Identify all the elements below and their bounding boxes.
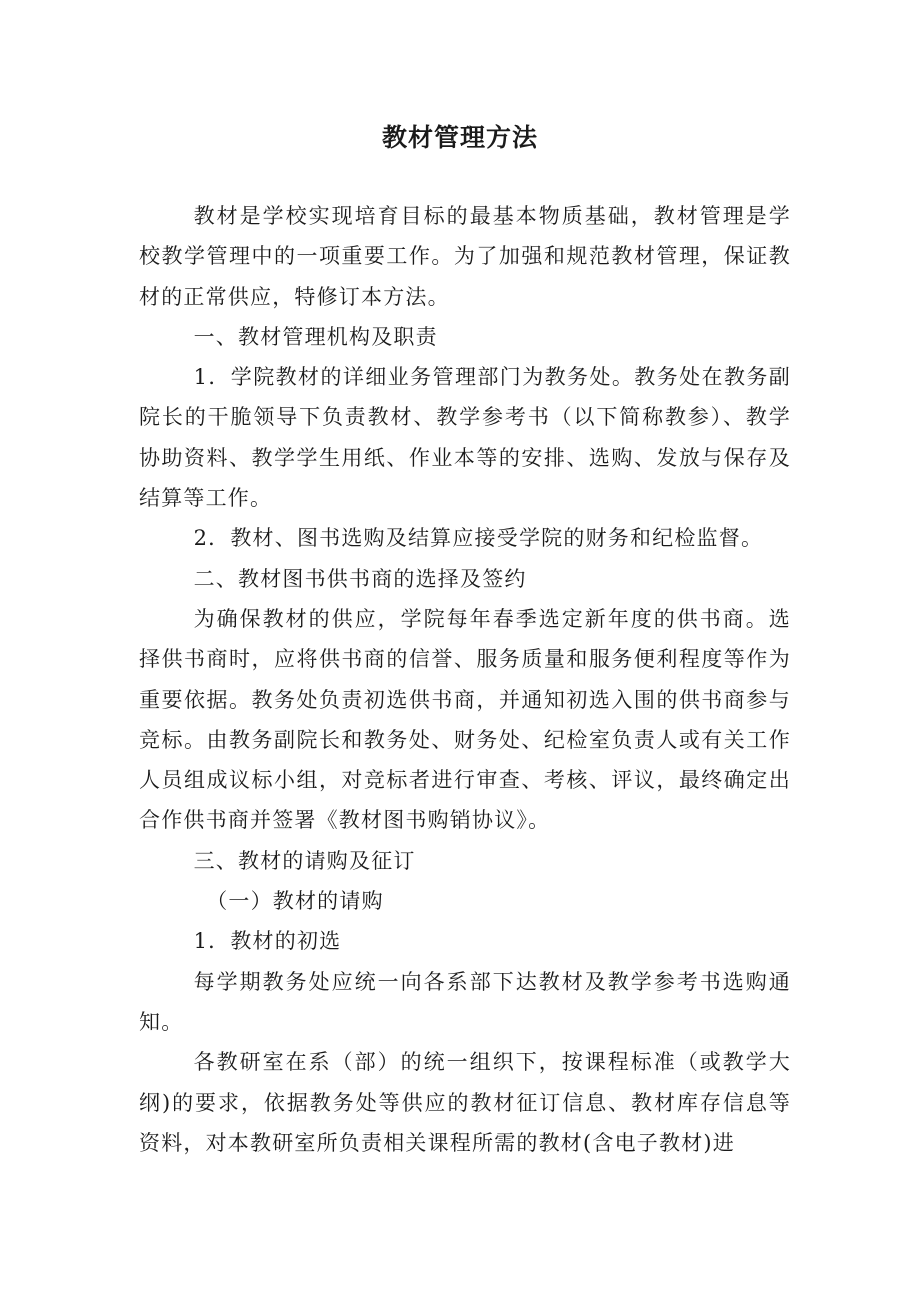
paragraph-item-1: 1．学院教材的详细业务管理部门为教务处。教务处在教务副院长的干脆领导下负责教材、教学参考书（以下简称教参）、教学协助资料、教学学生用纸、作业本等的安排、选购、发放与保存及结算等工作。 (139, 365, 791, 511)
document-body (139, 196, 791, 1163)
paragraph-intro: 教材是学校实现培育目标的最基本物质基础，教材管理是学校教学管理中的一项重要工作。为了加强和规范教材管理，保证教材的正常供应，特修订本方法。 (139, 204, 791, 309)
paragraph-item-initial-selection: 1．教材的初选 (193, 929, 342, 954)
section-heading-2: 二、教材图书供书商的选择及签约 (193, 566, 527, 591)
paragraph-teaching-office: 各教研室在系（部）的统一组织下，按课程标准（或教学大纲)的要求，依据教务处等供应的教材征订信息、教材库存信息等资料，对本教研室所负责相关课程所需的教材(含电子教材)进 (139, 1050, 791, 1155)
paragraph-item-2: 2．教材、图书选购及结算应接受学院的财务和纪检监督。 (193, 526, 764, 551)
section-heading-3: 三、教材的请购及征订 (193, 848, 416, 873)
subsection-heading-1: （一）教材的请购 (206, 889, 384, 914)
paragraph-notice: 每学期教务处应统一向各系部下达教材及教学参考书选购通知。 (139, 969, 791, 1034)
paragraph-supplier: 为确保教材的供应，学院每年春季选定新年度的供书商。选择供书商时，应将供书商的信誉、服务质量和服务便利程度等作为重要依据。教务处负责初选供书商，并通知初选入围的供书商参与竞标。由教务副院长和教务处、财务处、纪检室负责人或有关工作人员组成议标小组，对竞标者进行审查、考核、评议，最终确定出合作供书商并签署《教材图书购销协议》。 (139, 606, 791, 833)
section-heading-1: 一、教材管理机构及职责 (193, 324, 438, 349)
document-title: 教材管理方法 (381, 123, 538, 152)
